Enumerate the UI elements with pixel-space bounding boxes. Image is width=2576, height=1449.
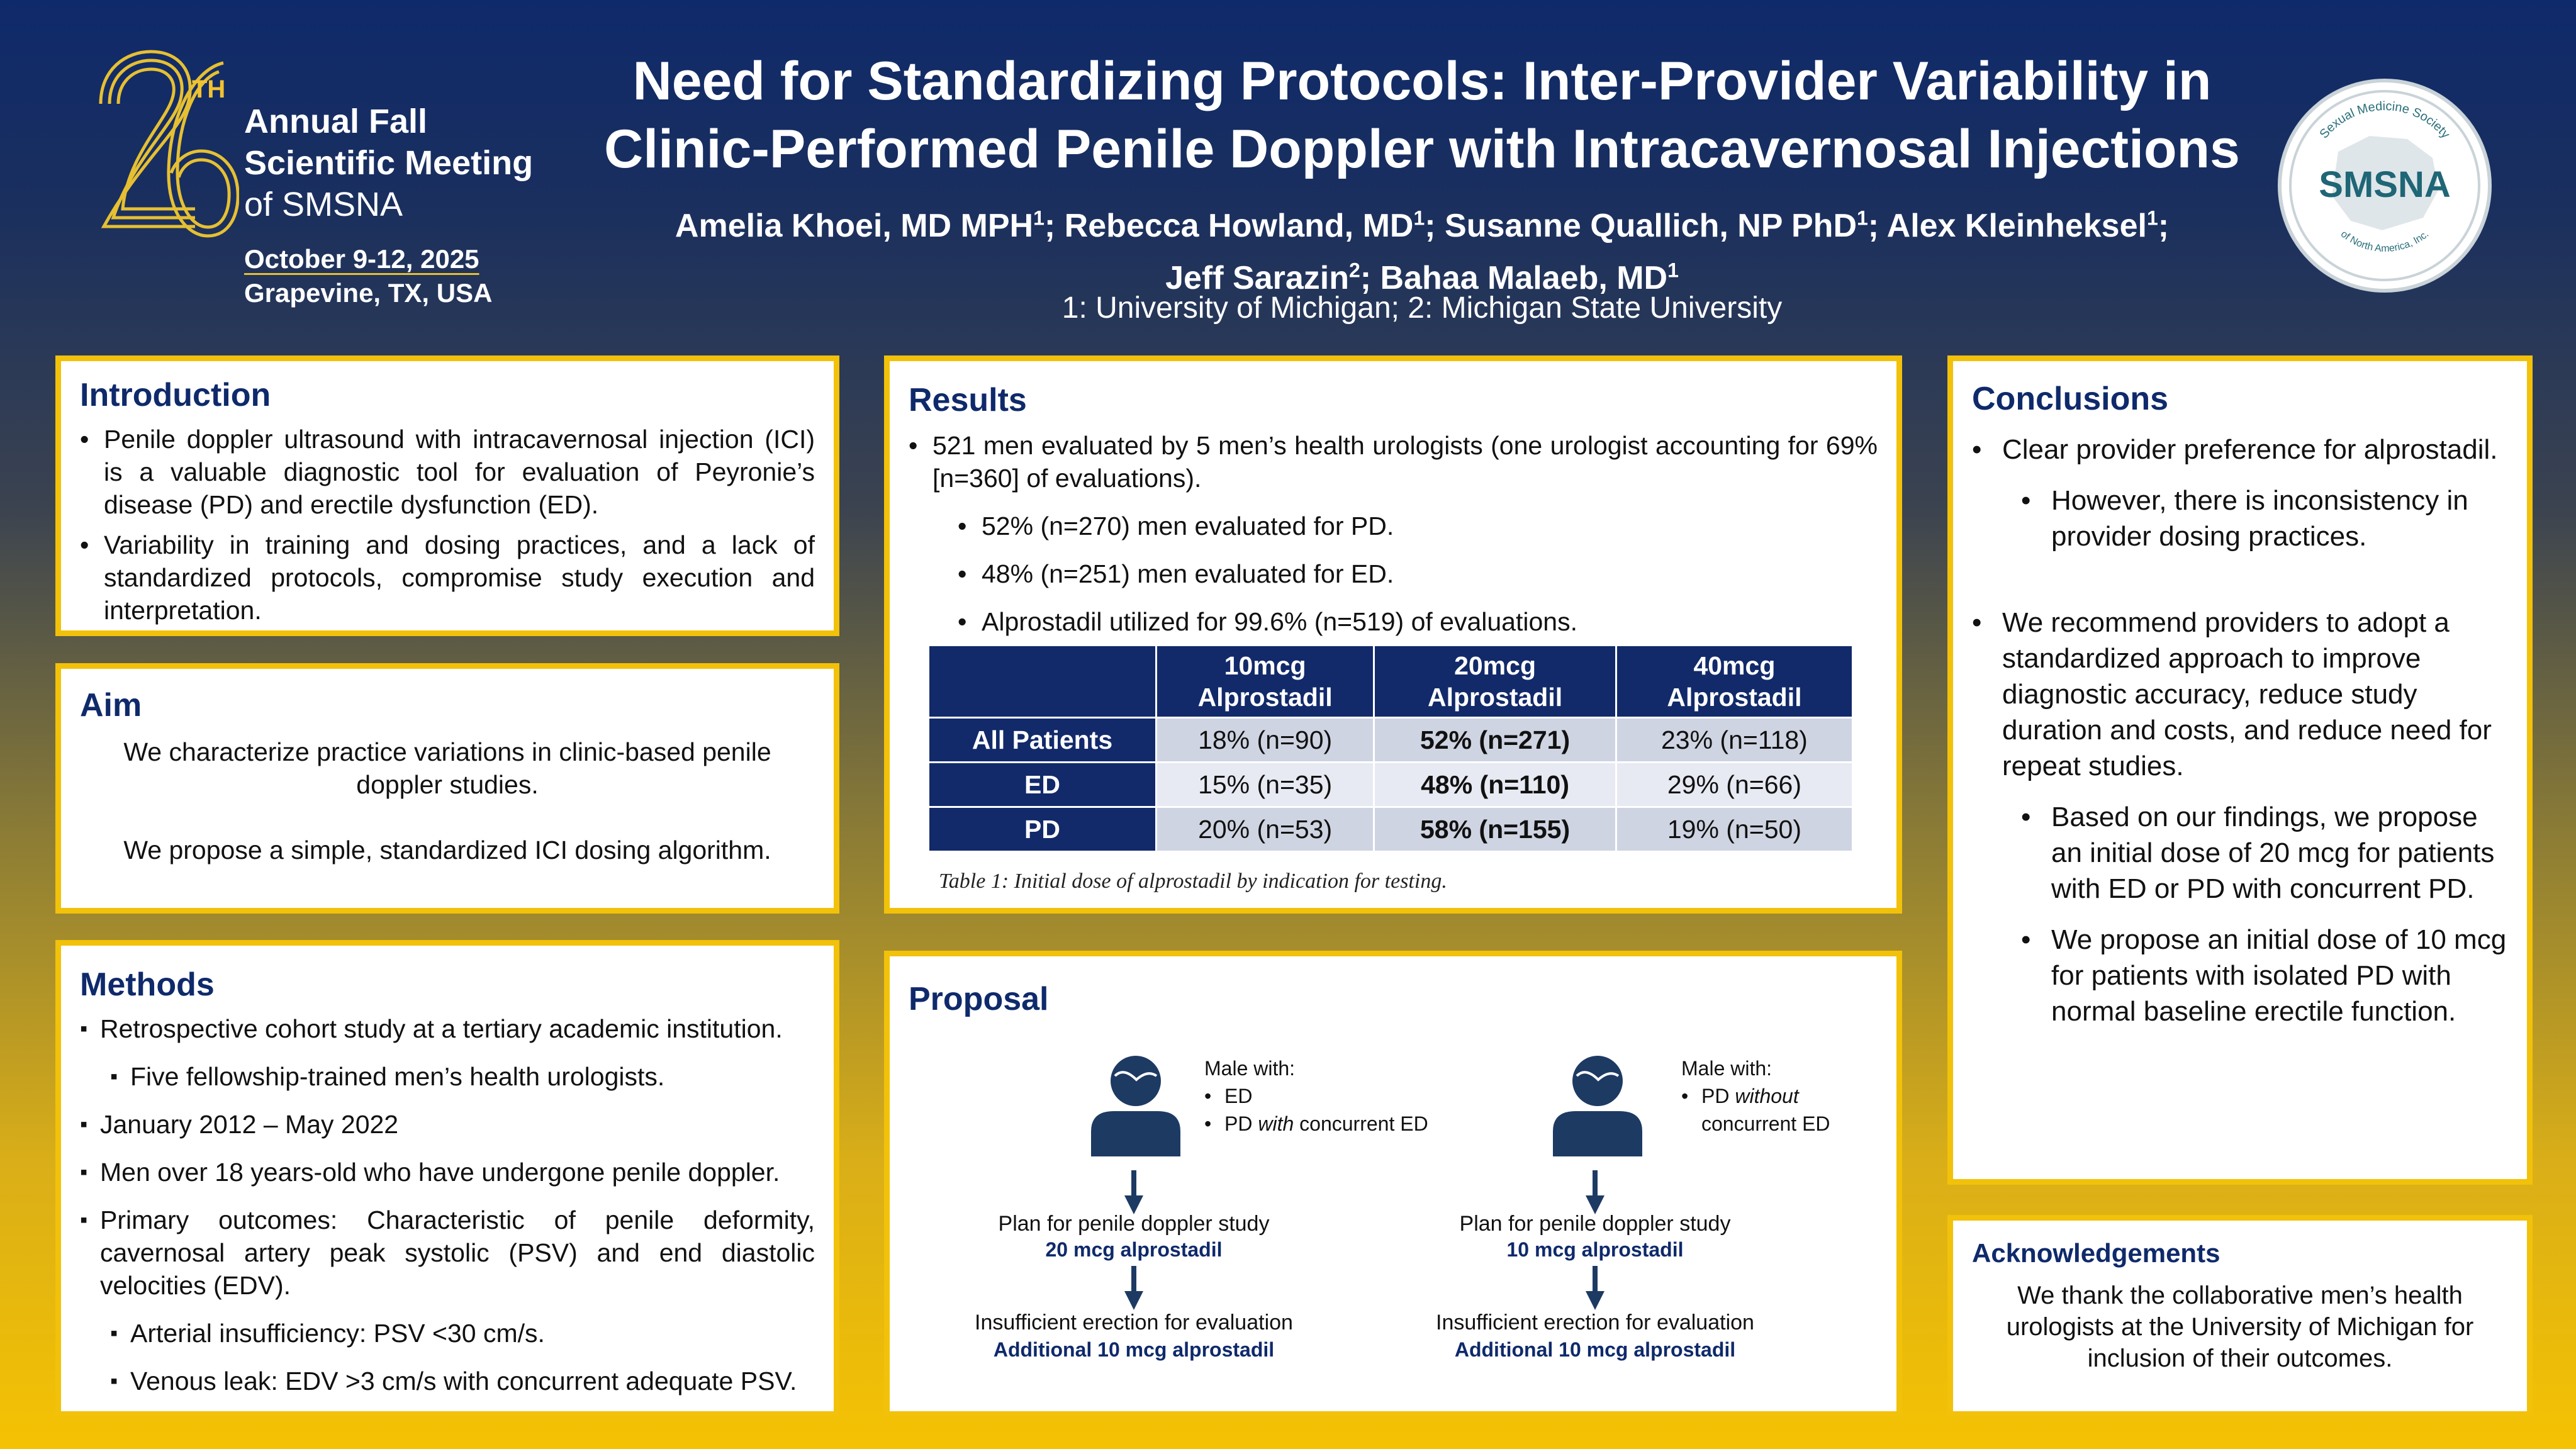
conclusions-panel: [1947, 355, 2533, 1185]
results-subbullet: • Alprostadil utilized for 99.6% (n=519) of evaluations.: [958, 605, 1878, 638]
methods-item: ▪ Men over 18 years-old who have undergone penile doppler.: [80, 1156, 815, 1189]
person-icon: [1091, 1051, 1180, 1156]
acknowledgements-text: We thank the collaborative men’s health urologists at the University of Michigan for inclusion of their outcomes.: [2006, 1282, 2474, 1372]
dose-text-left: 20 mcg alprostadil: [1045, 1238, 1223, 1261]
conclusion-bullet: • Clear provider preference for alprostadil.: [1972, 432, 2508, 467]
table-header-row: [929, 646, 1853, 718]
logo-ordinal-suffix: TH: [192, 76, 226, 103]
arrow-down-icon: [1586, 1266, 1604, 1310]
aim-text: We characterize practice variations in clinic-based penile doppler studies.: [123, 737, 771, 799]
author: Amelia Khoei, MD MPH$^1$;: [675, 207, 1065, 245]
table-cell: 29% (n=66): [1616, 763, 1852, 807]
smsna-logo: [2278, 79, 2492, 293]
arrow-down-icon: [1586, 1170, 1604, 1214]
table-row: [929, 807, 1853, 852]
author-list: [541, 196, 2303, 300]
meeting-name: Annual Fall Scientific Meeting of SMSNA: [244, 103, 534, 223]
table-header: 10mcg Alprostadil: [1156, 646, 1374, 718]
table-header: 40mcg Alprostadil: [1616, 646, 1852, 718]
results-bullet: • 521 men evaluated by 5 men’s health urologists (one urologist accounting for 69% [n=360] of evaluations).: [909, 429, 1878, 495]
table-cell: 18% (n=90): [1156, 718, 1374, 763]
plan-text-left: Plan for penile doppler study: [998, 1212, 1270, 1236]
acknowledgements-title: Acknowledgements: [1972, 1238, 2220, 1268]
methods-item: ▪ January 2012 – May 2022: [80, 1108, 815, 1141]
poster-title: Need for Standardizing Protocols: Inter-Provider Variability in Clinic-Performed Penile Doppler with Intracavernosal Injections: [604, 51, 2240, 179]
arrow-down-icon: [1124, 1266, 1143, 1310]
proposal-title: Proposal: [909, 981, 1049, 1017]
aim-title: Aim: [80, 687, 142, 724]
author: Bahaa Malaeb, $MD^1$: [1380, 259, 1679, 296]
person-icon: [1553, 1051, 1642, 1156]
table-cell: 20% (n=53): [1156, 807, 1374, 852]
table-corner: [929, 646, 1156, 718]
methods-title: Methods: [80, 966, 215, 1003]
svg-text:Sexual Medicine Society: Sexual Medicine Society: [2317, 99, 2453, 142]
results-panel: [884, 355, 1902, 914]
svg-text:of North America, Inc.: of North America, Inc.: [2338, 228, 2431, 254]
methods-item: ▪ Primary outcomes: Characteristic of penile deformity, cavernosal artery peak systolic (PSV) and end diastolic velocities (EDV).: [80, 1204, 815, 1302]
intro-bullet: • Penile doppler ultrasound with intracavernosal injection (ICI) is a valuable diagnostic tool for evaluation of Peyronie’s disease (PD) and erectile dysfunction (ED).: [80, 423, 815, 521]
male-criteria-right: Male with: • PD without concurrent ED: [1681, 1055, 1830, 1138]
table-cell: 15% (n=35): [1156, 763, 1374, 807]
methods-subitem: ▪ Venous leak: EDV >3 cm/s with concurrent adequate PSV.: [110, 1365, 815, 1397]
table-row: [929, 763, 1853, 807]
aim-panel: [55, 663, 839, 914]
svg-text:SMSNA: SMSNA: [2319, 164, 2451, 205]
proposal-panel: [884, 951, 1902, 1417]
conclusions-title: Conclusions: [1972, 381, 2169, 417]
conclusion-subbullet: • However, there is inconsistency in provider dosing practices.: [2021, 483, 2508, 554]
meeting-date-location: October 9-12, 2025 Grapevine, TX, USA: [244, 244, 493, 308]
author: Jeff Sarazin$^2$;: [1165, 259, 1380, 296]
table-header: 20mcg Alprostadil: [1374, 646, 1616, 718]
table-caption: Table 1: Initial dose of alprostadil by indication for testing.: [939, 870, 1447, 893]
dose-table: [927, 644, 1854, 853]
methods-item: ▪ Retrospective cohort study at a tertiary academic institution.: [80, 1012, 815, 1045]
conclusion-subbullet: • Based on our findings, we propose an initial dose of 20 mcg for patients with ED or PD with concurrent PD.: [2021, 799, 2508, 907]
dose-text-right: 10 mcg alprostadil: [1506, 1238, 1684, 1261]
row-label: ED: [929, 763, 1156, 807]
conclusion-subbullet: • We propose an initial dose of 10 mcg for patients with isolated PD with normal baseline erectile function.: [2021, 922, 2508, 1029]
additional-dose-left: Additional 10 mcg alprostadil: [993, 1338, 1275, 1361]
row-label: All Patients: [929, 718, 1156, 763]
table-cell: 23% (n=118): [1616, 718, 1852, 763]
introduction-panel: [55, 355, 839, 636]
plan-text-right: Plan for penile doppler study: [1459, 1212, 1731, 1236]
author: Rebecca Howland, $MD^1$;: [1064, 207, 1445, 245]
row-label: PD: [929, 807, 1156, 852]
table-cell: 58% (n=155): [1374, 807, 1616, 852]
insufficient-text-right: Insufficient erection for evaluation: [1436, 1311, 1754, 1334]
table-cell: 48% (n=110): [1374, 763, 1616, 807]
acknowledgements-panel: [1947, 1215, 2533, 1417]
table-cell: 19% (n=50): [1616, 807, 1852, 852]
smsna-seal-icon: [2282, 82, 2488, 289]
results-subbullet: • 48% (n=251) men evaluated for ED.: [958, 557, 1878, 590]
results-title: Results: [909, 382, 1027, 418]
male-criteria-left: Male with: • ED • PD with concurrent ED: [1204, 1055, 1428, 1138]
introduction-title: Introduction: [80, 377, 271, 413]
intro-bullet: • Variability in training and dosing practices, and a lack of standardized protocols, compromise study execution and interpretation.: [80, 529, 815, 627]
table-cell: 52% (n=271): [1374, 718, 1616, 763]
additional-dose-right: Additional 10 mcg alprostadil: [1454, 1338, 1736, 1361]
arrow-down-icon: [1124, 1170, 1143, 1214]
affiliations: 1: University of Michigan; 2: Michigan State University: [1061, 291, 1783, 325]
table-row: [929, 718, 1853, 763]
aim-text: We propose a simple, standardized ICI dosing algorithm.: [123, 836, 771, 864]
author: Alex Kleinheksel$^1$;: [1886, 207, 2170, 245]
methods-panel: [55, 940, 839, 1417]
methods-subitem: ▪ Five fellowship-trained men’s health urologists.: [110, 1060, 815, 1093]
methods-subitem: ▪ Arterial insufficiency: PSV <30 cm/s.: [110, 1317, 815, 1350]
insufficient-text-left: Insufficient erection for evaluation: [975, 1311, 1293, 1334]
author: Susanne Quallich, NP PhD$^1$;: [1445, 207, 1887, 245]
conclusion-bullet: • We recommend providers to adopt a standardized approach to improve diagnostic accuracy, reduce study duration and costs, and reduce need for repeat studies.: [1972, 605, 2508, 784]
results-subbullet: • 52% (n=270) men evaluated for PD.: [958, 510, 1878, 542]
